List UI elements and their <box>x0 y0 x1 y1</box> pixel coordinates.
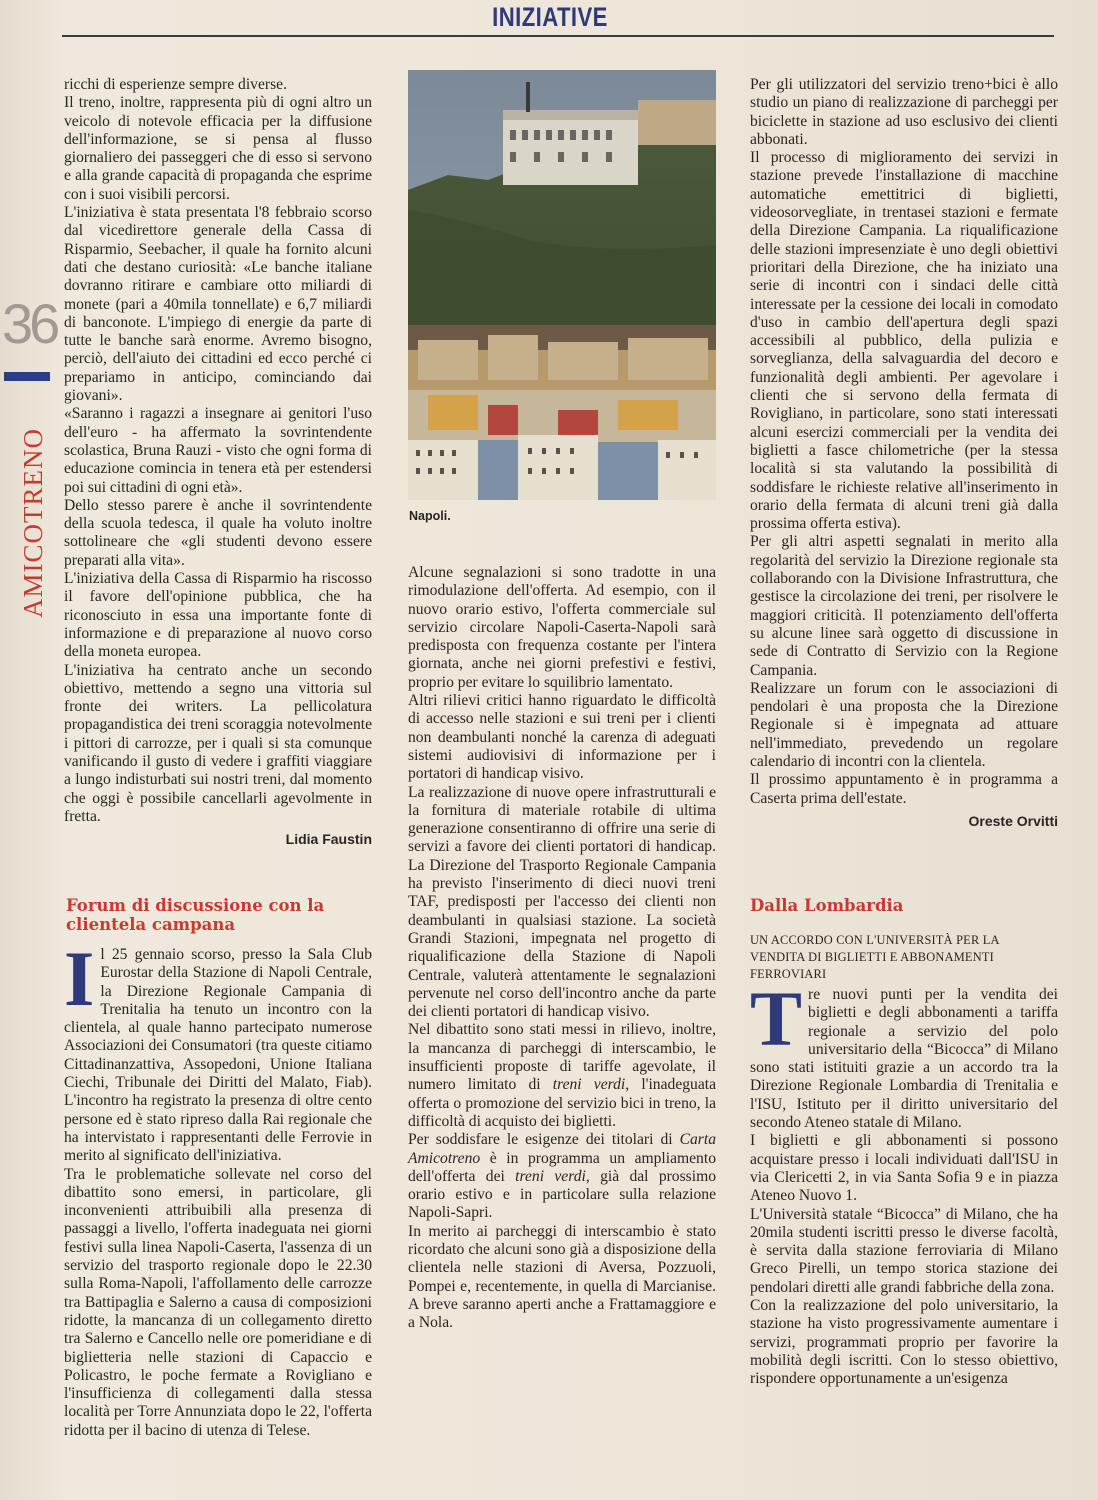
paragraph: Per gli altri aspetti segnalati in merito alla regolarità del servizio la Direzione regionale sta collaborando con la Divisione Infrastruttura, che gestisce la circolazione dei treni, per risolvere le maggiori criticità. Il potenziamento dell'offerta su alcune linee sarà oggetto di discussione in sede di Contratto di Servizio con la Regione Campania. <box>750 533 1058 679</box>
paragraph: «Saranno i ragazzi a insegnare ai genitori l'uso dell'euro - ha affermato la sovrintendente scolastica, Bruna Rauzi - visto che ogni forma di educazione comincia in tenera età per estendersi poi sui cittadini di ogni età». <box>64 405 372 496</box>
napoli-photo <box>408 70 716 500</box>
left-column-bottom <box>64 935 372 1440</box>
photo-caption: Napoli. <box>409 509 451 523</box>
right-column-bottom <box>750 975 1058 1389</box>
intro-text: re nuovi punti per la vendita dei biglietti e degli abbonamenti a tariffa regionale a servizio del polo universitario della “Bicocca” di Milano sono stati istituiti grazie a un accordo tra la Direzione Regionale Lombardia di Trenitalia e l'ISU, Istituto per il diritto universitario del secondo Ateneo statale di Milano. <box>750 986 1058 1132</box>
intro-text: l 25 gennaio scorso, presso la Sala Club Eurostar della Stazione di Napoli Centrale, la Direzione Regionale Campania di Trenitalia ha tenuto un incontro con la clientela, al quale hanno partecipato numerose Associazioni dei Consumatori (tra queste citiamo Cittadinanzattiva, Assopedoni, Unione Italiana Ciechi, Tribunale dei Diritti del Malato, Fiab). L'incontro ha registrato la presenza di oltre cento persone ed è stato ripreso dalla Rai regionale che ha intervistato i rappresentanti delle Ferrovie in merito al significato dell'iniziativa. <box>64 946 372 1165</box>
paragraph: Tra le problematiche sollevate nel corso del dibattito sono emersi, in particolare, gli inconvenienti attribuibili alla presenza di passaggi a livello, l'offerta inadeguata nei giorni festivi sulla linea Napoli-Caserta, l'assenza di un servizio del trasporto regionale dopo le 22.30 sulla Roma-Napoli, l'affollamento delle carrozze tra Battipaglia e Salerno a causa di composizioni ridotte, la mancanza di un collegamento diretto tra Salerno e Cancello nelle ore pomeridiane e di biglietteria nelle stazioni di Capaccio e Policastro, le poche fermate a Rovigliano e l'insufficienza di collegamenti dalla stessa località per Torre Annunziata dopo le 22, l'offerta ridotta per il bacino di utenza di Telese. <box>64 1165 372 1439</box>
paragraph: Altri rilievi critici hanno riguardato le difficoltà di accesso nelle stazioni e sui treni per i clienti non deambulanti nonché la carenza di adeguati sistemi audiovisivi di informazione per i portatori di handicap visivo. <box>408 692 716 783</box>
author-signature: Oreste Orvitti <box>968 812 1058 829</box>
paragraph: Con la realizzazione del polo universitario, la stazione ha visto progressivamente aumentare i servizi, programmati proprio per favorire la mobilità degli iscritti. Con lo stesso obiettivo, rispondere opportunamente a un'esigenza <box>750 1297 1058 1388</box>
dropcap: T <box>750 975 803 1062</box>
paragraph: Il prossimo appuntamento è in programma a Caserta prima dell'estate. <box>750 771 1058 807</box>
paragraph: Per gli utilizzatori del servizio treno+bici è allo studio un piano di realizzazione di parcheggi per biciclette in stazione ad uso esclusivo dei clienti abbonati. <box>750 76 1058 148</box>
text: , già dal prossimo orario estivo e in particolare sulla relazione Napoli-Sapri. <box>408 1167 717 1222</box>
paragraph: Il processo di miglioramento dei servizi in stazione prevede l'installazione di macchine automatiche emettitrici di biglietti, videosorvegliate, in trentasei stazioni e fermate della Direzione Campania. La riqualificazione delle stazioni impresenziate è uno degli obiettivi prioritari della Direzione, che ha iniziato una serie di incontri con i sindaci delle città interessate per la cessione dei locali in comodato d'uso in cambio dell'apertura degli spazi accessibili al pubblico, della pulizia e sorveglianza, della salvaguardia del decoro e funzionalità degli ambienti. Per agevolare i clienti che si servono della fermata di Rovigliano, in particolare, sono stati interessati alcuni esercizi commerciali per la vendita dei biglietti a fasce chilometriche (per la stessa località si sta valutando la possibilità di soddisfare le richieste relative all'inserimento in orario della fermata di alcuni treni già dalla prossima offerta estiva). <box>750 149 1058 533</box>
intro-paragraph <box>750 975 1058 1132</box>
paragraph: L'iniziativa della Cassa di Risparmio ha riscosso il favore dell'opinione pubblica, che ha riconosciuto in essa una importante fonte di informazione e di preparazione al nuovo corso della moneta europea. <box>64 570 372 661</box>
left-column-top <box>64 76 372 848</box>
emphasis: treni verdi <box>552 1076 626 1094</box>
paragraph: Dello stesso parere è anche il sovrintendente della scuola tedesca, il quale ha voluto inoltre sottolineare che «gli studenti devono essere preparati alla vita». <box>64 496 372 569</box>
text: , l'inadeguata offerta o promozione del servizio bici in treno, la difficoltà di acquisto dei biglietti. <box>408 1076 717 1130</box>
paragraph: L'iniziativa ha centrato anche un secondo obiettivo, mettendo a segno una vittoria sul fronte dei writers. La pellicolatura propagandistica dei treni scoraggia notevolmente i pittori di carrozze, per i quali si sta comunque vanificando il gusto di vedere i graffiti viaggiare a lungo indisturbati sui nostri treni, dal momento che oggi è possibile cancellarli agevolmente in fretta. <box>64 661 372 825</box>
emphasis: treni verdi <box>515 1167 586 1185</box>
paragraph <box>408 1021 716 1131</box>
header-rule <box>62 35 1054 37</box>
paragraph: Il treno, inoltre, rappresenta più di ogni altro un veicolo di notevole efficacia per la diffusione dell'informazione, se si pensa al flusso giornaliero dei passeggeri che di esso si servono e alla grande capacità di propaganda che esprime con i suoi visibili percorsi. <box>64 94 372 203</box>
paragraph: L'Università statale “Bicocca” di Milano, che ha 20mila studenti iscritti presso le diverse facoltà, è servita dalla stazione ferroviaria di Milano Greco Pirelli, un tempo storica stazione dei pendolari diretti alle grandi fabbriche della zona. <box>750 1205 1058 1296</box>
paragraph: In merito ai parcheggi di interscambio è stato ricordato che alcuni sono già a disposizione della clientela nelle stazioni di Aversa, Pozzuoli, Pompei e, recentemente, in quella di Marcianise. A breve saranno aperti anche a Frattamaggiore e a Nola. <box>408 1222 716 1332</box>
paragraph <box>408 1131 716 1222</box>
page-number: 36 <box>2 292 57 355</box>
paragraph: ricchi di esperienze sempre diverse. <box>64 76 287 93</box>
forum-article-heading: Forum di discussione con la clientela campana <box>66 896 325 934</box>
middle-column <box>408 564 716 1332</box>
section-title: INIZIATIVE <box>492 2 608 32</box>
right-column-top <box>750 76 1058 830</box>
paragraph: L'iniziativa è stata presentata l'8 febbraio scorso dal vicedirettore generale della Cassa di Risparmio, Seebacher, il quale ha fornito alcuni dati che destano curiosità: «Le banche italiane dovranno ritirare e cambiare otto miliardi di monete (pari a 40mila tonnellate) e 6,7 miliardi di banconote. L'impiego di energie da parte di tutte le banche sarà enorme. Avremo bisogno, perciò, dell'aiuto dei cittadini ed ecco perché ci prepariamo in anticipo, cominciando dai giovani». <box>64 204 372 405</box>
text: è in programma un ampliamento dell'offerta dei <box>408 1149 716 1185</box>
magazine-name: AMICOTRENO <box>18 428 48 618</box>
intro-paragraph <box>64 935 372 1166</box>
napoli-illustration <box>408 70 716 500</box>
page-number-bar <box>4 372 50 381</box>
paragraph: Realizzare un forum con le associazioni di pendolari è una proposta che la Direzione Regionale si è impegnata ad attuare nell'immediato, prevedendo un regolare calendario di incontri con la clientela. <box>750 679 1058 770</box>
emphasis: Carta Amicotreno <box>408 1131 716 1167</box>
author-signature: Lidia Faustin <box>285 831 372 848</box>
paragraph: La realizzazione di nuove opere infrastrutturali e la fornitura di materiale rotabile di ultima generazione consentiranno di offrire una serie di servizi a favore dei clienti portatori di handicap. La Direzione del Trasporto Regionale Campania ha previsto l'inserimento di dieci nuovi treni TAF, predisposti per l'accesso dei clienti non deambulanti in qualsiasi stazione. La società Grandi Stazioni, impegnata nel progetto di riqualificazione della Stazione di Napoli Centrale, valuterà attentamente le segnalazioni pervenute nel corso dell'incontro anche da parte dei clienti portatori di handicap visivo. <box>408 783 716 1021</box>
paragraph: I biglietti e gli abbonamenti si possono acquistare presso i locali individuati dall'ISU in via Clericetti 2, in via Santa Sofia 9 e in piazza Ateneo Nuovo 1. <box>750 1132 1058 1205</box>
paragraph: Alcune segnalazioni si sono tradotte in una rimodulazione dell'offerta. Ad esempio, con il nuovo orario estivo, l'offerta commerciale sul servizio circolare Napoli-Caserta-Napoli sarà predisposta con frequenza costante per l'intera giornata, anche nei giorni prefestivi e festivi, proprio per evitare lo squilibrio lamentato. <box>408 564 716 691</box>
lombardia-subheading: UN ACCORDO CON L'UNIVERSITÀ PER LA VENDITA DI BIGLIETTI E ABBONAMENTI FERROVIARI <box>750 933 999 981</box>
text: Per soddisfare le esigenze dei titolari di <box>408 1131 680 1149</box>
dropcap: I <box>64 935 95 1022</box>
text: Nel dibattito sono stati messi in rilievo, inoltre, la mancanza di parcheggi di interscambio, le insufficienti proposte di tariffe agevolate, il numero limitato di <box>408 1021 716 1094</box>
lombardia-article-heading: Dalla Lombardia <box>750 896 904 915</box>
